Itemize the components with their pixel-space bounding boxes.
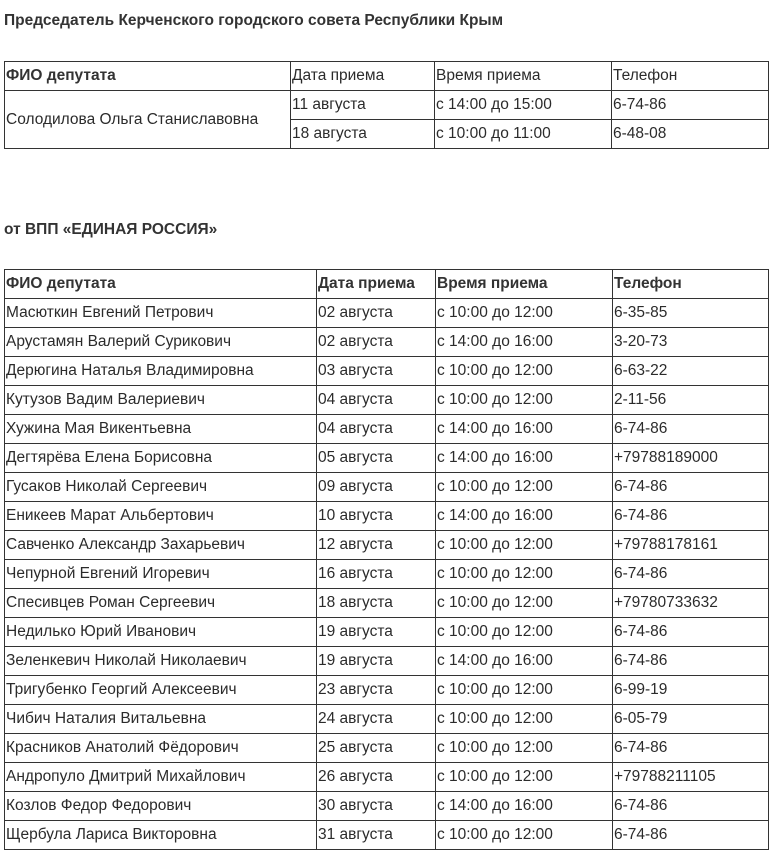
phone-cell: +79788178161 [613,531,769,560]
time-cell: с 14:00 до 16:00 [436,647,613,676]
table-row [5,705,769,734]
section-title-party: от ВПП «ЕДИНАЯ РОССИЯ» [4,221,218,238]
time-cell: с 14:00 до 16:00 [436,328,613,357]
phone-cell: 6-74-86 [613,734,769,763]
date-cell: 30 августа [317,792,436,821]
table-row [5,560,769,589]
date-cell: 18 августа [317,589,436,618]
date-cell: 18 августа [291,120,435,149]
party-deputies-schedule-table [4,269,769,850]
date-cell: 26 августа [317,763,436,792]
phone-cell: 6-74-86 [613,502,769,531]
phone-cell: 2-11-56 [613,386,769,415]
time-cell: с 10:00 до 12:00 [436,763,613,792]
time-cell: с 10:00 до 12:00 [436,618,613,647]
section-title-chairman: Председатель Керченского городского совета Республики Крым [4,12,504,29]
deputy-name-cell: Гусаков Николай Сергеевич [5,473,317,502]
column-header-name: ФИО депутата [5,62,291,91]
date-cell: 31 августа [317,821,436,850]
deputy-name-cell: Дегтярёва Елена Борисовна [5,444,317,473]
date-cell: 02 августа [317,328,436,357]
chairman-schedule-table [4,61,769,149]
date-cell: 09 августа [317,473,436,502]
deputy-name-cell: Спесивцев Роман Сергеевич [5,589,317,618]
deputy-name-cell: Дерюгина Наталья Владимировна [5,357,317,386]
time-cell: с 14:00 до 16:00 [436,415,613,444]
deputy-name-cell: Арустамян Валерий Сурикович [5,328,317,357]
date-cell: 04 августа [317,386,436,415]
phone-cell: +79788211105 [613,763,769,792]
phone-cell: 6-74-86 [612,91,769,120]
phone-cell: 6-99-19 [613,676,769,705]
date-cell: 05 августа [317,444,436,473]
column-header-time: Время приема [435,62,612,91]
column-header-name: ФИО депутата [5,270,317,299]
column-header-date: Дата приема [291,62,435,91]
time-cell: с 10:00 до 12:00 [436,531,613,560]
phone-cell: 3-20-73 [613,328,769,357]
time-cell: с 10:00 до 12:00 [436,357,613,386]
table-header-row [5,62,769,91]
deputy-name-cell: Щербула Лариса Викторовна [5,821,317,850]
table-row [5,589,769,618]
date-cell: 12 августа [317,531,436,560]
table-row [5,415,769,444]
deputy-name-cell: Еникеев Марат Альбертович [5,502,317,531]
table-row [5,531,769,560]
phone-cell: 6-74-86 [613,821,769,850]
table-row [5,91,769,120]
date-cell: 04 августа [317,415,436,444]
phone-cell: 6-74-86 [613,415,769,444]
table-row [5,734,769,763]
time-cell: с 10:00 до 12:00 [436,473,613,502]
date-cell: 23 августа [317,676,436,705]
date-cell: 25 августа [317,734,436,763]
deputy-name-cell: Андропуло Дмитрий Михайлович [5,763,317,792]
date-cell: 03 августа [317,357,436,386]
phone-cell: 6-74-86 [613,618,769,647]
deputy-name-cell: Чепурной Евгений Игоревич [5,560,317,589]
date-cell: 10 августа [317,502,436,531]
date-cell: 02 августа [317,299,436,328]
deputy-name-cell: Красников Анатолий Фёдорович [5,734,317,763]
date-cell: 16 августа [317,560,436,589]
deputy-name-cell: Зеленкевич Николай Николаевич [5,647,317,676]
deputy-name-cell: Чибич Наталия Витальевна [5,705,317,734]
deputy-name-cell: Тригубенко Георгий Алексеевич [5,676,317,705]
time-cell: с 14:00 до 16:00 [436,792,613,821]
time-cell: с 14:00 до 16:00 [436,444,613,473]
column-header-phone: Телефон [613,270,769,299]
phone-cell: 6-74-86 [613,473,769,502]
time-cell: с 10:00 до 12:00 [436,734,613,763]
time-cell: с 10:00 до 12:00 [436,589,613,618]
time-cell: с 10:00 до 12:00 [436,705,613,734]
deputy-name-cell: Недилько Юрий Иванович [5,618,317,647]
column-header-date: Дата приема [317,270,436,299]
phone-cell: 6-35-85 [613,299,769,328]
column-header-time: Время приема [436,270,613,299]
time-cell: с 14:00 до 15:00 [435,91,612,120]
deputy-name-cell: Козлов Федор Федорович [5,792,317,821]
table-row [5,502,769,531]
phone-cell: 6-74-86 [613,792,769,821]
phone-cell: 6-05-79 [613,705,769,734]
date-cell: 24 августа [317,705,436,734]
phone-cell: +79780733632 [613,589,769,618]
time-cell: с 10:00 до 11:00 [435,120,612,149]
table-row [5,299,769,328]
date-cell: 11 августа [291,91,435,120]
phone-cell: 6-74-86 [613,560,769,589]
time-cell: с 14:00 до 16:00 [436,502,613,531]
table-row [5,647,769,676]
deputy-name-cell: Савченко Александр Захарьевич [5,531,317,560]
time-cell: с 10:00 до 12:00 [436,299,613,328]
time-cell: с 10:00 до 12:00 [436,386,613,415]
table-row [5,473,769,502]
table-row [5,328,769,357]
deputy-name-cell: Хужина Мая Викентьевна [5,415,317,444]
deputy-name-cell: Масюткин Евгений Петрович [5,299,317,328]
party-deputies-table-body [5,299,769,850]
table-row [5,676,769,705]
table-row [5,386,769,415]
time-cell: с 10:00 до 12:00 [436,676,613,705]
table-row [5,763,769,792]
time-cell: с 10:00 до 12:00 [436,821,613,850]
table-row [5,357,769,386]
deputy-name-cell: Солодилова Ольга Станиславовна [5,91,291,149]
table-row [5,618,769,647]
deputy-name-cell: Кутузов Вадим Валериевич [5,386,317,415]
phone-cell: 6-63-22 [613,357,769,386]
table-row [5,444,769,473]
phone-cell: 6-48-08 [612,120,769,149]
date-cell: 19 августа [317,647,436,676]
phone-cell: 6-74-86 [613,647,769,676]
time-cell: с 10:00 до 12:00 [436,560,613,589]
table-row [5,821,769,850]
date-cell: 19 августа [317,618,436,647]
table-header-row [5,270,769,299]
column-header-phone: Телефон [612,62,769,91]
phone-cell: +79788189000 [613,444,769,473]
table-row [5,792,769,821]
